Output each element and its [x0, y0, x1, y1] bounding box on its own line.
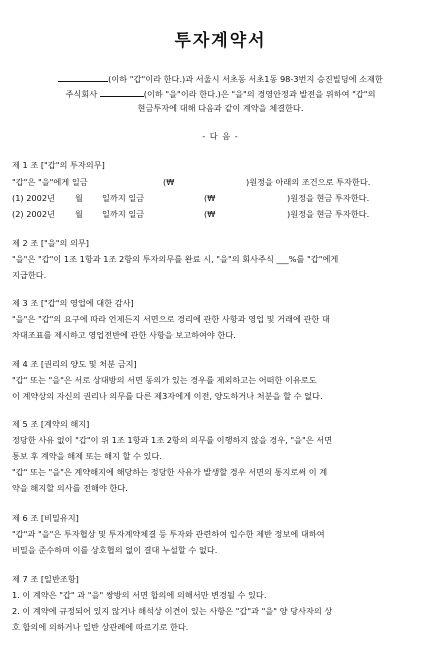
intro-line-1-text: (이하 "갑"이라 한다.)과 서울시 서초동 서초1동 98-3번지 승진빌딩에 소재한: [108, 74, 383, 84]
article-1-row-1-month: 월: [75, 193, 83, 203]
article-1-intro-tail: )원정을 아래의 조건으로 투자한다.: [246, 177, 371, 187]
article-5-line-1: 정당한 사유 없이 "갑"이 위 1조 1항과 1조 2항의 의무를 이행하지 않을 경우, "을"은 서면: [12, 435, 333, 445]
article-1-row-1-won: (₩: [204, 193, 216, 203]
article-1-intro: "갑"은 "을"에게 일금: [12, 177, 88, 187]
article-1-row-2-won: (₩: [204, 209, 216, 219]
article-2-line-2: 지급한다.: [12, 270, 47, 280]
article-1-row-2-month: 월: [75, 209, 83, 219]
article-4-line-1: "갑" 또는 "을"은 서로 상대방의 서면 동의가 있는 경우를 제외하고는 어떠한 이유로도: [12, 375, 317, 385]
article-7-line-3: 호 합의에 의하거나 일반 상관례에 따르기로 한다.: [12, 622, 189, 632]
article-7-line-1: 1. 이 계약은 "갑" 과 "을" 쌍방의 서면 합의에 의해서만 변경될 수 있다.: [12, 590, 267, 600]
article-3-line-2: 차대조표를 제시하고 영업전반에 관한 사항을 보고하여야 한다.: [12, 330, 236, 340]
article-1-row-1-tail: )원정을 현금 투자한다.: [287, 193, 370, 203]
article-1-row-2-label: (2) 2002년: [12, 209, 55, 219]
article-5-line-2: 통보 후 계약을 해제 또는 해지 할 수 있다.: [12, 451, 162, 461]
article-5-line-3: "갑" 또는 "을"은 계약해지에 해당하는 정당한 사유가 발생할 경우 서면의 통지로써 이 계: [12, 467, 328, 477]
article-1-title: 제 1 조 ["갑"의 투자의무]: [12, 160, 105, 170]
article-5-title: 제 5 조 [계약의 해지]: [12, 419, 90, 429]
article-1-intro-won: (₩: [163, 177, 175, 187]
intro-line-3: 현금투자에 대해 다음과 같이 계약을 체결한다.: [137, 103, 304, 113]
intro-line-2-text: (이하 "을"이라 한다.)은 "을"의 경영안정과 발전을 위하여 "갑"의: [143, 89, 376, 99]
article-4-line-2: 이 계약상의 자신의 권리나 의무를 다른 제3자에게 이전, 양도하거나 처분을 할 수 없다.: [12, 391, 323, 401]
intro-line-2-prefix: 주식회사: [65, 89, 98, 99]
article-1-row-2-tail: )원정을 현금 투자한다.: [287, 209, 370, 219]
article-1-row-1-label: (1) 2002년: [12, 193, 55, 203]
article-1-row-2-day: 일까지 일금: [102, 209, 145, 219]
article-4-title: 제 4 조 [권리의 양도 및 처분 금지]: [12, 359, 137, 369]
intro-line-1: [0, 73, 441, 84]
article-2-line-1: "을"은 "갑"이 1조 1항과 1조 2항의 투자의무를 완료 시, "을"의 회사주식 ___%를 "갑"에게: [12, 254, 339, 264]
investor-name-blank: [58, 73, 108, 82]
article-2-title: 제 2 조 ["을"의 의무]: [12, 238, 89, 248]
intro-line-2: [0, 88, 441, 99]
article-7-title: 제 7 조 [일반조항]: [12, 574, 79, 584]
article-3-title: 제 3 조 ["갑"의 영업에 대한 감사]: [12, 298, 134, 308]
article-7-line-2: 2. 이 계약에 규정되어 있지 않거나 해석상 이견이 있는 사항은 "갑"과 "을" 양 당사자의 상: [12, 606, 333, 616]
article-6-line-1: "갑"과 "을"은 투자협상 및 투자계약체결 등 투자와 관련하여 입수한 제반 정보에 대하여: [12, 529, 325, 539]
article-1-row-1-day: 일까지 일금: [102, 193, 145, 203]
article-6-title: 제 6 조 [비밀유지]: [12, 513, 79, 523]
article-5-line-4: 약을 해지할 의사를 전해야 한다.: [12, 483, 128, 493]
article-3-line-1: "을"은 "갑"의 요구에 따라 언제든지 서면으로 경리에 관한 사항과 영업 및 거래에 관한 대: [12, 314, 330, 324]
section-heading: - 다 음 -: [202, 131, 239, 141]
article-6-line-2: 비밀을 준수하며 이를 상호협의 없이 결대 누설할 수 없다.: [12, 545, 218, 555]
document-title: 투자계약서: [174, 31, 267, 51]
company-name-blank: [100, 88, 144, 97]
